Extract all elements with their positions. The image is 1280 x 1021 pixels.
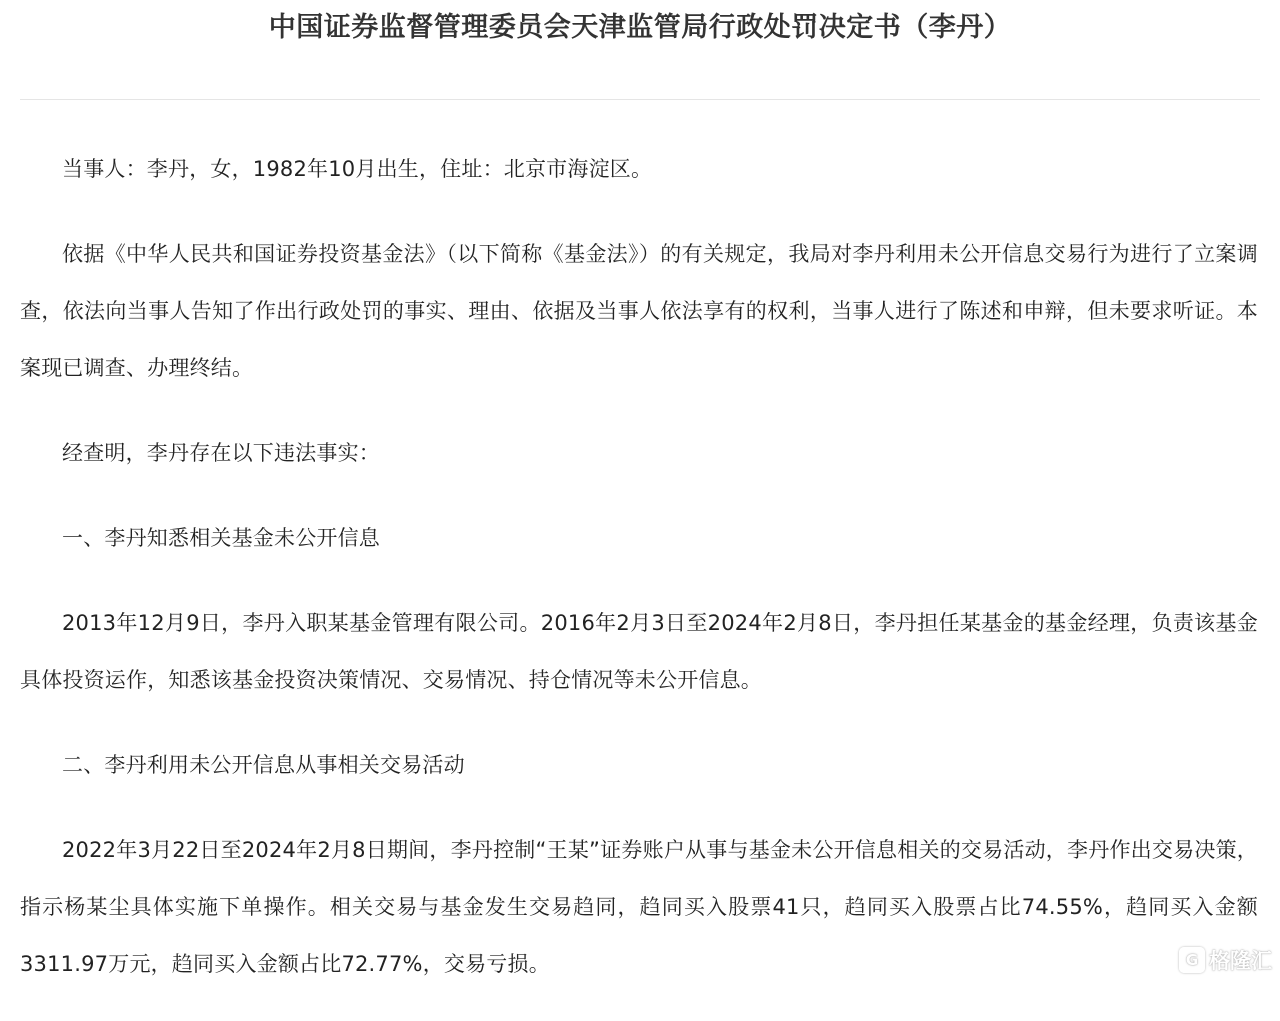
section-heading-2: 二、李丹利用未公开信息从事相关交易活动	[62, 753, 465, 777]
gelonghui-logo-icon: G	[1179, 947, 1205, 973]
watermark-text: 格隆汇	[1209, 949, 1272, 973]
title-divider	[20, 99, 1260, 100]
section-1-paragraph: 2013年12月9日，李丹入职某基金管理有限公司。2016年2月3日至2024年2月8日，李丹担任某基金的基金经理，负责该基金具体投资运作，知悉该基金投资决策情况、交易情况、持仓情况等未公开信息。	[20, 611, 1258, 692]
findings-intro-paragraph: 经查明，李丹存在以下违法事实：	[62, 441, 380, 465]
section-heading-1: 一、李丹知悉相关基金未公开信息	[62, 526, 380, 550]
document-title: 中国证券监督管理委员会天津监管局行政处罚决定书（李丹）	[268, 12, 1012, 43]
section-2-paragraph: 2022年3月22日至2024年2月8日期间，李丹控制“王某”证券账户从事与基金未公开信息相关的交易活动，李丹作出交易决策，指示杨某尘具体实施下单操作。相关交易与基金发生交易趋同，趋同买入股票41只，趋同买入股票占比74.55%，趋同买入金额3311.97万元，趋同买入金额占比72.77%，交易亏损。	[20, 838, 1258, 976]
legal-basis-paragraph: 依据《中华人民共和国证券投资基金法》（以下简称《基金法》）的有关规定，我局对李丹利用未公开信息交易行为进行了立案调查，依法向当事人告知了作出行政处罚的事实、理由、依据及当事人依法享有的权利，当事人进行了陈述和申辩，但未要求听证。本案现已调查、办理终结。	[20, 242, 1258, 380]
document-body	[20, 141, 1258, 1021]
party-info-paragraph: 当事人：李丹，女，1982年10月出生，住址：北京市海淀区。	[62, 157, 653, 181]
watermark	[1179, 945, 1272, 975]
